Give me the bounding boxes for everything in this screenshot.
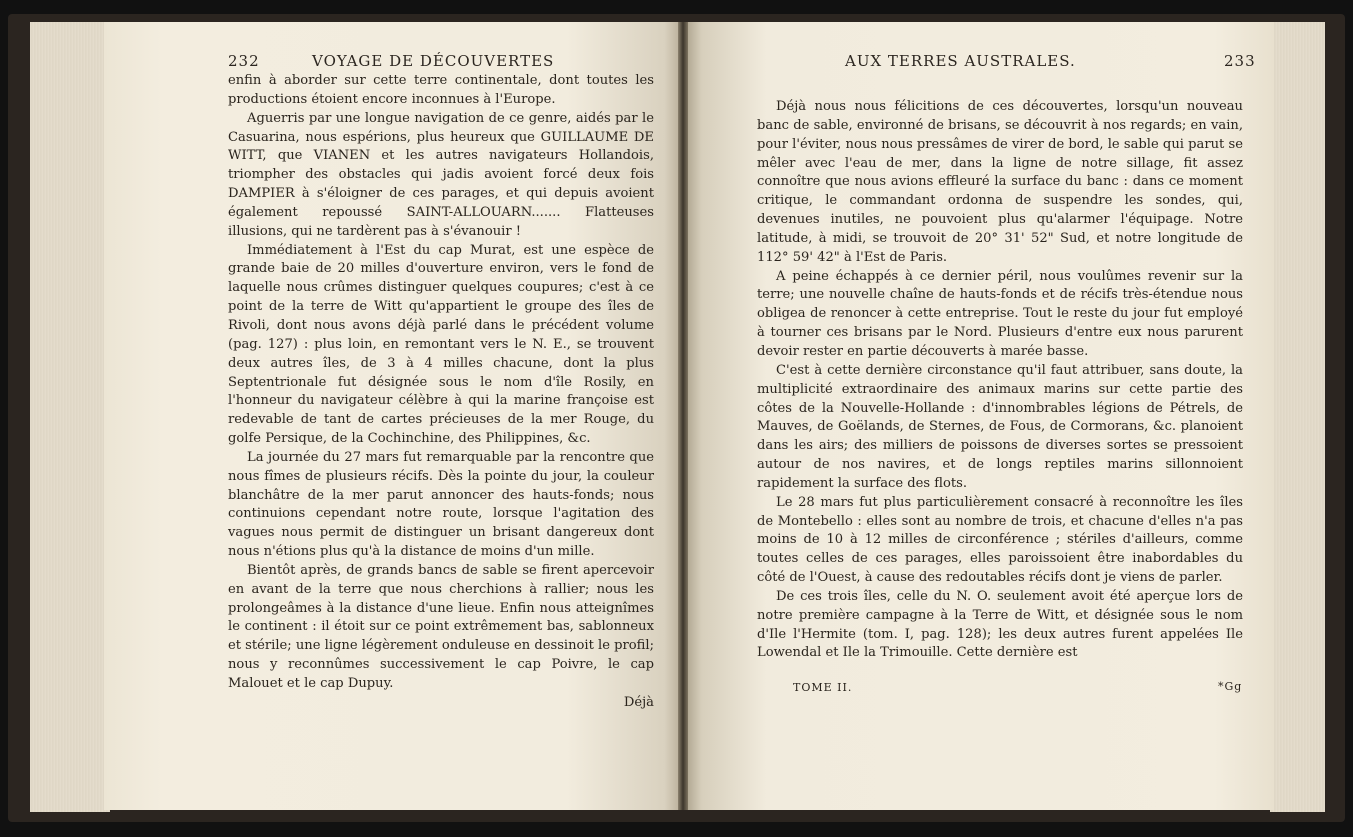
right-page-body [757,98,1243,663]
paragraph: Aguerris par une longue navigation de ce genre, aidés par le Casuarina, nous espérions, plus heureux que GUILLAUME DE WITT, que VIANEN et les autres navigateurs Hollandois, triompher des obstacles qui jadis avoient forcé deux fois DAMPIER à s'éloigner de ces parages, et qui depuis avoient également repoussé SAINT-ALLOUARN....... Flatteuses illusions, qui ne tardèrent pas à s'évanouir ! [228,110,654,239]
left-page-body [228,72,654,713]
paragraph: De ces trois îles, celle du N. O. seulement avoit été aperçue lors de notre première campagne à la Terre de Witt, et désignée sous le nom d'Ile l'Hermite (tom. I, pag. 128); les deux autres furent appelées Ile Lowendal et Ile la Trimouille. Cette dernière est [757,588,1243,661]
signature-tome: TOME II. [793,681,853,694]
left-page-edges [30,22,110,812]
paragraph: enfin à aborder sur cette terre continentale, dont toutes les productions étoient encore inconnues à l'Europe. [228,73,654,107]
book-gutter [678,22,688,810]
paragraph: Immédiatement à l'Est du cap Murat, est une espèce de grande baie de 20 milles d'ouverture environ, vers le fond de laquelle nous crûmes distinguer quelques coupures; c'est à ce point de la terre de Witt qu'appartient le groupe des îles de Rivoli, dont nous avons déjà parlé dans le précédent volume (pag. 127) : plus loin, en remontant vers le N. E., se trouvent deux autres îles, de 3 à 4 milles chacune, dont la plus Septentrionale fut désignée sous le nom d'île Rosily, en l'honneur du navigateur célèbre à qui la marine françoise est redevable de tant de cartes précieuses de la mer Rouge, du golfe Persique, de la Cochinchine, des Philippines, &c. [228,242,654,447]
paragraph: C'est à cette dernière circonstance qu'il faut attribuer, sans doute, la multiplicité extraordinaire des animaux marins sur cette partie des côtes de la Nouvelle-Hollande : d'innombrables légions de Pétrels, de Mauves, de Goëlands, de Sternes, de Fous, de Cormorans, &c. planoient dans les airs; des milliers de poissons de diverses sortes se pressoient autour de nos navires, et de longs reptiles marins sillonnoient rapidement la surface des flots. [757,362,1243,491]
right-page-number: 233 [1224,52,1256,70]
signature-mark: *Gg [1218,680,1243,693]
paragraph: Bientôt après, de grands bancs de sable se firent apercevoir en avant de la terre que nous cherchions à rallier; nous les prolongeâmes à la distance d'une lieue. Enfin nous atteignîmes le continent : il étoit sur ce point extrêmement bas, sablonneux et stérile; une ligne légèrement onduleuse en dessinoit le profil; nous y reconnûmes successivement le cap Poivre, le cap Malouet et le cap Dupuy. [228,562,654,691]
left-catchword: Déjà [623,694,654,710]
right-running-head: AUX TERRES AUSTRALES. [845,52,1076,70]
left-page-number: 232 [228,52,260,70]
paragraph: Déjà nous nous félicitions de ces découvertes, lorsqu'un nouveau banc de sable, environné de brisans, se découvrit à nos regards; en vain, pour l'éviter, nous nous pressâmes de virer de bord, le sable qui parut se mêler avec l'eau de mer, dans la ligne de notre sillage, fit assez connoître que nous avions effleuré la surface du banc : dans ce moment critique, le commandant ordonna de suspendre les sondes, qui, devenues inutiles, ne pouvoient plus qu'alarmer l'équipage. Notre latitude, à midi, se trouvoit de 20° 31' 52" Sud, et notre longitude de 112° 59' 42" à l'Est de Paris. [757,99,1243,265]
left-running-head: VOYAGE DE DÉCOUVERTES [312,52,555,70]
right-page-edges [1270,22,1325,812]
paragraph: Le 28 mars fut plus particulièrement consacré à reconnoître les îles de Montebello : elles sont au nombre de trois, et chacune d'elles n'a pas moins de 10 à 12 milles de circonférence ; stériles d'ailleurs, comme toutes celles de ces parages, elles paroissoient être inabordables du côté de l'Ouest, à cause des redoutables récifs dont je viens de parler. [757,494,1243,586]
paragraph: A peine échappés à ce dernier péril, nous voulûmes revenir sur la terre; une nouvelle chaîne de hauts-fonds et de récifs très-étendue nous obligea de renoncer à cette entreprise. Tout le reste du jour fut employé à tourner ces brisans par le Nord. Plusieurs d'entre eux nous parurent devoir rester en partie découverts à marée basse. [757,268,1243,359]
paragraph: La journée du 27 mars fut remarquable par la rencontre que nous fîmes de plusieurs récifs. Dès la pointe du jour, la couleur blanchâtre de la mer parut annoncer des hauts-fonds; nous continuions cependant notre route, lorsque l'agitation des vagues nous permit de distinguer un brisant dangereux dont nous n'étions plus qu'à la distance de moins d'un mille. [228,449,654,560]
